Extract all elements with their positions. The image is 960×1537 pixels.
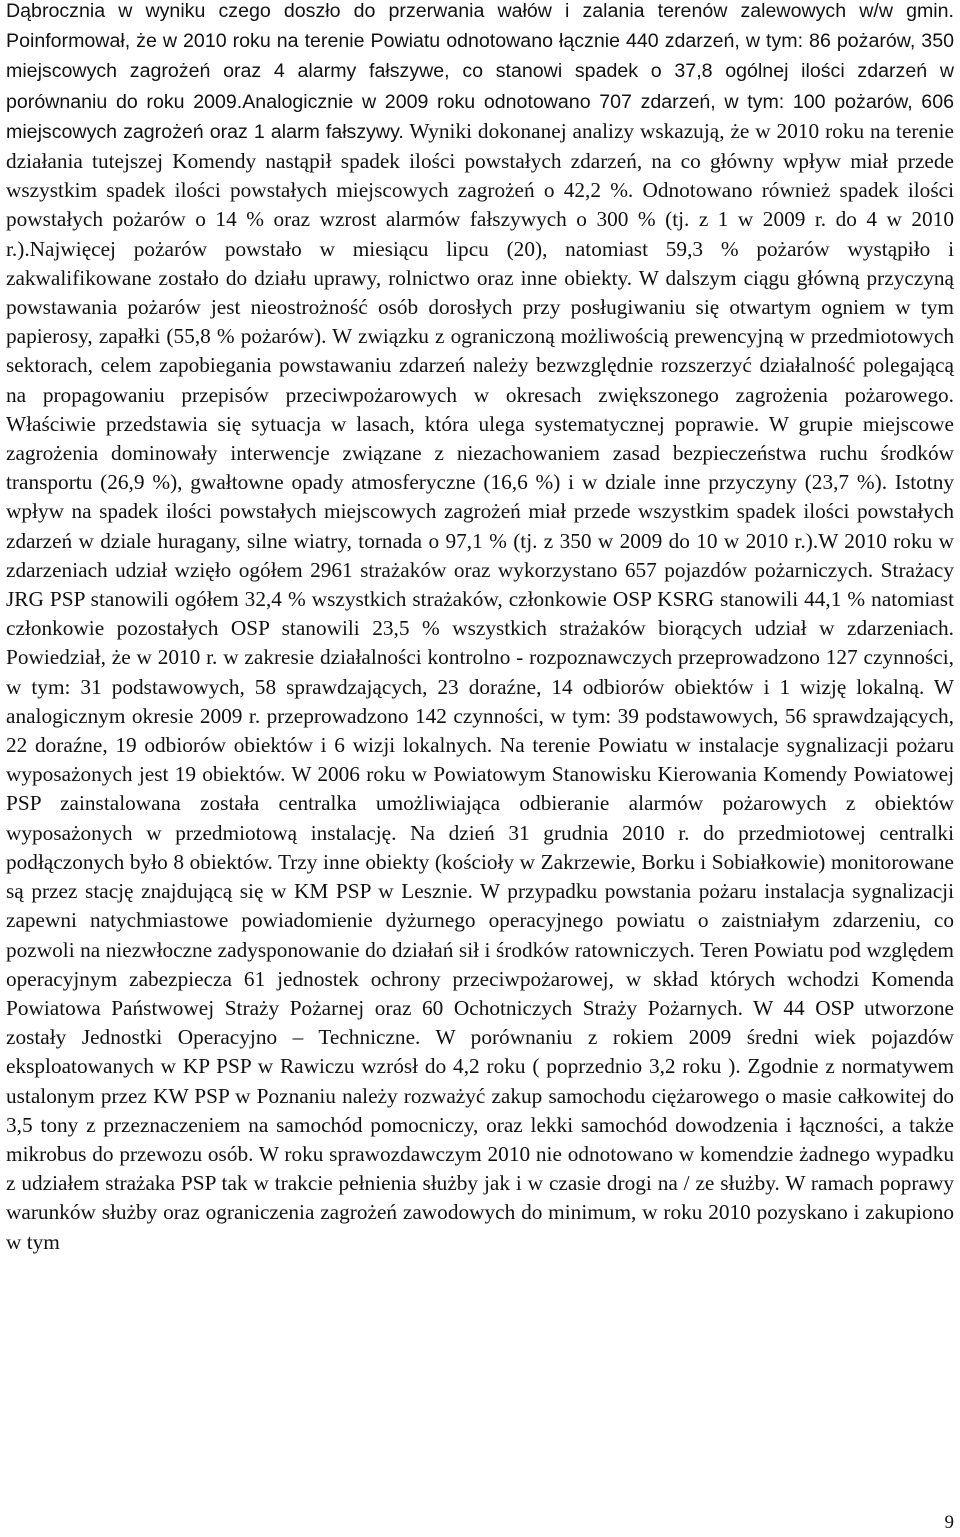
body-paragraph bbox=[6, 0, 954, 1257]
page-number: 9 bbox=[944, 1512, 954, 1533]
paragraph-segment-serif: Wyniki dokonanej analizy wskazują, że w 2010 roku na terenie działania tutejszej Komendy nastąpił spadek ilości powstałych zdarzeń, na co główny wpływ miał przede wszystkim spadek ilości powstałych miejscowych zagrożeń o 42,2 %. Odnotowano również spadek ilości powstałych pożarów o 14 % oraz wzrost alarmów fałszywych o 300 % (tj. z 1 w 2009 r. do 4 w 2010 r.).Najwięcej pożarów powstało w miesiącu lipcu (20), natomiast 59,3 % pożarów wystąpiło i zakwalifikowane zostało do działu uprawy, rolnictwo oraz inne obiekty. W dalszym ciągu główną przyczyną powstawania pożarów jest nieostrożność osób dorosłych przy posługiwaniu się otwartym ogniem w tym papierosy, zapałki (55,8 % pożarów). W związku z ograniczoną możliwością prewencyjną w przedmiotowych sektorach, celem zapobiegania powstawaniu zdarzeń należy bezwzględnie rozszerzyć działalność polegającą na propagowaniu przepisów przeciwpożarowych w okresach zwiększonego zagrożenia pożarowego. Właściwie przedstawia się sytuacja w lasach, która ulega systematycznej poprawie. W grupie miejscowe zagrożenia dominowały interwencje związane z niezachowaniem zasad bezpieczeństwa ruchu środków transportu (26,9 %), gwałtowne opady atmosferyczne (16,6 %) i w dziale inne przyczyny (23,7 %). Istotny wpływ na spadek ilości powstałych miejscowych zagrożeń miał przede wszystkim spadek ilości powstałych zdarzeń w dziale huragany, silne wiatry, tornada o 97,1 % (tj. z 350 w 2009 do 10 w 2010 r.).W 2010 roku w zdarzeniach udział wzięło ogółem 2961 strażaków oraz wykorzystano 657 pojazdów pożarniczych. Strażacy JRG PSP stanowili ogółem 32,4 % wszystkich strażaków, członkowie OSP KSRG stanowili 44,1 % natomiast członkowie pozostałych OSP stanowili 23,5 % wszystkich strażaków biorących udział w zdarzeniach. Powiedział, że w 2010 r. w zakresie działalności kontrolno - rozpoznawczych przeprowadzono 127 czynności, w tym: 31 podstawowych, 58 sprawdzających, 23 doraźne, 14 odbiorów obiektów i 1 wizję lokalną. W analogicznym okresie 2009 r. przeprowadzono 142 czynności, w tym: 39 podstawowych, 56 sprawdzających, 22 doraźne, 19 odbiorów obiektów i 6 wizji lokalnych. Na terenie Powiatu w instalacje sygnalizacji pożaru wyposażonych jest 19 obiektów. W 2006 roku w Powiatowym Stanowisku Kierowania Komendy Powiatowej PSP zainstalowana została centralka umożliwiająca odbieranie alarmów pożarowych z obiektów wyposażonych w przedmiotową instalację. Na dzień 31 grudnia 2010 r. do przedmiotowej centralki podłączonych było 8 obiektów. Trzy inne obiekty (kościoły w Zakrzewie, Borku i Sobiałkowie) monitorowane są przez stację znajdującą się w KM PSP w Lesznie. W przypadku powstania pożaru instalacja sygnalizacji zapewni natychmiastowe powiadomienie dyżurnego operacyjnego powiatu o zaistniałym zdarzeniu, co pozwoli na niezwłoczne zadysponowanie do działań sił i środków ratowniczych. Teren Powiatu pod względem operacyjnym zabezpiecza 61 jednostek ochrony przeciwpożarowej, w skład których wchodzi Komenda Powiatowa Państwowej Straży Pożarnej oraz 60 Ochotniczych Straży Pożarnych. W 44 OSP utworzone zostały Jednostki Operacyjno – Techniczne. W porównaniu z rokiem 2009 średni wiek pojazdów eksploatowanych w KP PSP w Rawiczu wzrósł do 4,2 roku ( poprzednio 3,2 roku ). Zgodnie z normatywem ustalonym przez KW PSP w Poznaniu należy rozważyć zakup samochodu ciężarowego o masie całkowitej do 3,5 tony z przeznaczeniem na samochód pomocniczy, oraz lekki samochód dowodzenia i łączności, a także mikrobus do przewozu osób. W roku sprawozdawczym 2010 nie odnotowano w komendzie żadnego wypadku z udziałem strażaka PSP tak w trakcie pełnienia służby jak i w czasie drogi na / ze służby. W ramach poprawy warunków służby oraz ograniczenia zagrożeń zawodowych do minimum, w roku 2010 pozyskano i zakupiono w tym bbox=[6, 118, 954, 1254]
paragraph-segment-sans: Dąbrocznia w wyniku czego doszło do przerwania wałów i zalania terenów zalewowych w/w gmin. Poinformował, że w 2010 roku na terenie Powiatu odnotowano łącznie 440 zdarzeń, w tym: 86 pożarów, 350 miejscowych zagrożeń oraz 4 alarmy fałszywe, co stanowi spadek o 37,8 ogólnej ilości zdarzeń w porównaniu do roku 2009.Analogicznie w 2009 roku odnotowano 707 zdarzeń, w tym: 100 pożarów, 606 miejscowych zagrożeń oraz 1 alarm fałszywy. bbox=[6, 0, 954, 143]
